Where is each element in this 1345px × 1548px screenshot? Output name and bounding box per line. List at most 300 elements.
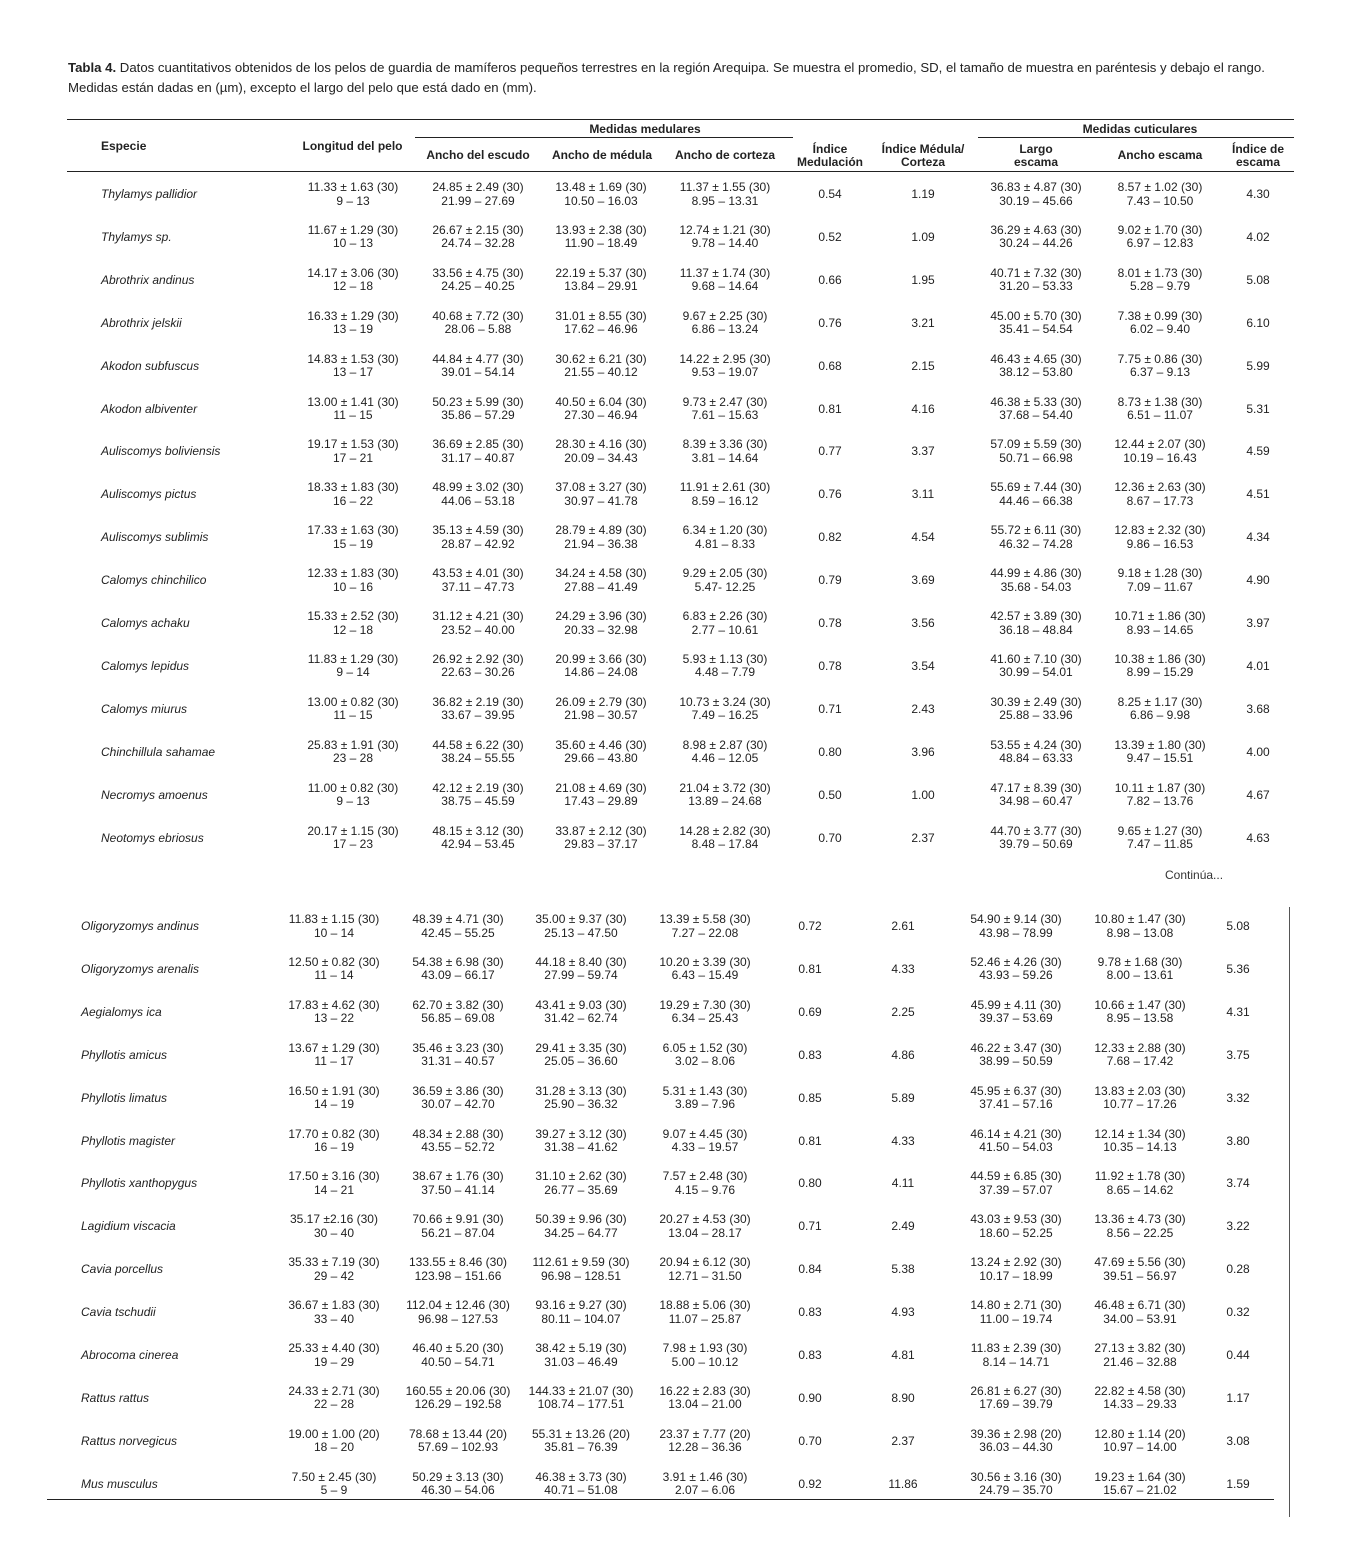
cell-range: 7.82 – 13.76 — [1126, 794, 1194, 809]
largo-escama-cell — [951, 1085, 1081, 1112]
cell-range: 10 – 16 — [332, 579, 374, 594]
cell-value: 0.52 — [818, 229, 842, 244]
cell-value: 38.42 ± 5.19 (30) — [535, 1341, 627, 1355]
cell-value: 20.17 ± 1.15 (30) — [307, 823, 399, 838]
cell-value: 44.84 ± 4.77 (30) — [432, 351, 524, 366]
cell-value: 16.50 ± 1.91 (30) — [288, 1083, 380, 1098]
cell-value: 50.23 ± 5.99 (30) — [432, 394, 524, 409]
indice-medula-corteza-cell — [858, 831, 988, 845]
species-name: Akodon subfuscus — [101, 358, 200, 373]
cell-value: 35.46 ± 3.23 (30) — [412, 1040, 504, 1055]
cell-range: 39.51 – 56.97 — [1103, 1268, 1177, 1283]
cell-value: 36.29 ± 4.63 (30) — [990, 222, 1082, 237]
cell-value: 6.10 — [1246, 315, 1270, 330]
cell-range: 24.79 – 35.70 — [979, 1483, 1053, 1498]
cell-range: 10.77 – 17.26 — [1103, 1097, 1177, 1112]
indice-medula-corteza-cell — [858, 487, 988, 501]
cell-value: 0.71 — [798, 1219, 822, 1234]
largo-escama-cell — [971, 782, 1101, 809]
cell-value: 8.25 ± 1.17 (30) — [1117, 694, 1203, 709]
cell-range: 8.59 – 16.12 — [691, 493, 759, 508]
ancho-medula-cell — [536, 739, 666, 766]
indice-escama-cell — [1173, 1477, 1303, 1491]
cell-value: 9.65 ± 1.27 (30) — [1117, 823, 1203, 838]
cell-value: 12.80 ± 1.14 (20) — [1094, 1426, 1186, 1441]
ancho-escudo-cell — [393, 1471, 523, 1498]
cell-range: 6.02 – 9.40 — [1129, 322, 1191, 337]
cell-range: 8.48 – 17.84 — [691, 837, 759, 851]
indice-medula-corteza-cell — [858, 788, 988, 802]
cell-value: 42.12 ± 2.19 (30) — [432, 780, 524, 795]
cell-value: 1.17 — [1226, 1390, 1250, 1405]
cell-value: 11.67 ± 1.29 (30) — [307, 222, 399, 237]
cell-range: 13.89 – 24.68 — [688, 794, 762, 809]
species-name: Auliscomys boliviensis — [101, 444, 221, 459]
indice-medula-corteza-cell — [838, 1348, 968, 1362]
cell-value: 16.22 ± 2.83 (30) — [659, 1383, 751, 1398]
cell-value: 11.33 ± 1.63 (30) — [307, 180, 399, 194]
species-name: Phyllotis amicus — [81, 1047, 168, 1062]
cell-value: 14.17 ± 3.06 (30) — [307, 265, 399, 280]
cell-value: 43.41 ± 9.03 (30) — [535, 997, 627, 1012]
cell-range: 37.41 – 57.16 — [979, 1097, 1053, 1112]
cell-value: 28.30 ± 4.16 (30) — [555, 437, 647, 452]
indice-escama-cell — [1193, 230, 1323, 244]
cell-value: 43.53 ± 4.01 (30) — [432, 566, 524, 581]
cell-range: 17.69 – 39.79 — [979, 1397, 1053, 1412]
cell-range: 7.49 – 16.25 — [691, 708, 759, 723]
largo-escama-cell — [971, 739, 1101, 766]
cell-range: 31.03 – 46.49 — [544, 1354, 618, 1369]
species-name: Auliscomys pictus — [101, 487, 197, 502]
indice-medula-corteza-cell — [858, 573, 988, 587]
cell-value: 3.11 — [911, 487, 935, 502]
cell-range: 19 – 29 — [313, 1354, 355, 1369]
cell-value: 12.83 ± 2.32 (30) — [1114, 523, 1206, 538]
cell-range: 30.07 – 42.70 — [421, 1097, 495, 1112]
ancho-escudo-cell — [413, 739, 543, 766]
cell-value: 0.69 — [798, 1004, 822, 1019]
cell-value: 19.29 ± 7.30 (30) — [659, 997, 751, 1012]
longitud-cell — [288, 224, 418, 251]
species-name: Rattus rattus — [81, 1390, 150, 1405]
cell-value: 0.78 — [818, 616, 842, 630]
cell-value: 8.39 ± 3.36 (30) — [682, 437, 768, 452]
cell-value: 62.70 ± 3.82 (30) — [412, 997, 504, 1012]
indice-medula-corteza-cell — [838, 1262, 968, 1276]
cell-range: 8.95 – 13.58 — [1106, 1011, 1174, 1026]
cell-value: 31.28 ± 3.13 (30) — [535, 1083, 627, 1098]
cell-range: 27.99 – 59.74 — [544, 968, 618, 983]
cell-range: 4.15 – 9.76 — [674, 1182, 736, 1197]
indice-medula-corteza-cell — [838, 1305, 968, 1319]
cell-range: 39.01 – 54.14 — [441, 365, 515, 380]
indice-medula-corteza-cell — [838, 1091, 968, 1105]
cell-value: 4.67 — [1246, 787, 1270, 802]
indice-escama-cell — [1193, 702, 1323, 716]
cell-value: 0.32 — [1226, 1305, 1250, 1320]
cell-value: 0.44 — [1226, 1348, 1250, 1362]
cell-range: 6.86 – 13.24 — [691, 322, 759, 337]
cell-range: 96.98 – 127.53 — [417, 1311, 499, 1326]
cell-value: 3.69 — [911, 573, 935, 588]
cell-value: 14.80 ± 2.71 (30) — [970, 1298, 1062, 1313]
cell-value: 3.68 — [1246, 701, 1270, 716]
species-name: Thylamys sp. — [101, 229, 172, 244]
cell-range: 14.33 – 29.33 — [1103, 1397, 1177, 1412]
cell-value: 10.73 ± 3.24 (30) — [679, 694, 771, 709]
cell-range: 9 – 13 — [336, 794, 370, 809]
cell-value: 44.99 ± 4.86 (30) — [990, 566, 1082, 581]
cell-value: 17.33 ± 1.63 (30) — [307, 523, 399, 538]
cell-value: 46.38 ± 3.73 (30) — [535, 1469, 627, 1484]
cell-value: 37.08 ± 3.27 (30) — [555, 480, 647, 495]
cell-value: 3.91 ± 1.46 (30) — [662, 1469, 748, 1484]
cell-range: 38.75 – 45.59 — [441, 794, 515, 809]
ancho-escudo-cell — [413, 267, 543, 294]
longitud-cell — [269, 1256, 399, 1283]
cell-value: 11.92 ± 1.78 (30) — [1094, 1169, 1186, 1184]
longitud-cell — [288, 825, 418, 852]
ancho-medula-cell — [536, 782, 666, 809]
cell-value: 39.27 ± 3.12 (30) — [535, 1126, 627, 1141]
ancho-escudo-cell — [393, 1299, 523, 1326]
indice-medula-corteza-cell — [838, 1477, 968, 1491]
cell-value: 55.69 ± 7.44 (30) — [990, 480, 1082, 495]
cell-range: 30 – 40 — [313, 1225, 355, 1240]
cell-value: 5.99 — [1246, 358, 1270, 373]
ancho-escudo-cell — [393, 1213, 523, 1240]
cell-range: 11 – 17 — [314, 1054, 354, 1069]
cell-value: 4.33 — [891, 1133, 915, 1148]
longitud-cell — [269, 1471, 399, 1498]
indice-escama-cell — [1173, 1262, 1303, 1276]
cell-range: 37.39 – 57.07 — [979, 1182, 1053, 1197]
cell-value: 0.83 — [798, 1348, 822, 1362]
cell-range: 26.77 – 35.69 — [544, 1182, 618, 1197]
cell-value: 9.29 ± 2.05 (30) — [682, 566, 768, 581]
cell-range: 10.19 – 16.43 — [1123, 450, 1197, 465]
cell-range: 11.07 – 25.87 — [668, 1311, 742, 1326]
cell-range: 38.99 – 50.59 — [979, 1054, 1053, 1069]
indice-escama-cell — [1193, 659, 1323, 673]
header-ancho-escama: Ancho escama — [1117, 148, 1203, 162]
cell-value: 2.61 — [891, 919, 915, 933]
cell-value: 7.75 ± 0.86 (30) — [1117, 351, 1203, 366]
cell-value: 2.37 — [891, 1433, 915, 1448]
cell-value: 9.18 ± 1.28 (30) — [1117, 566, 1203, 581]
ancho-escudo-cell — [393, 1256, 523, 1283]
ancho-escudo-cell — [413, 825, 543, 852]
cell-value: 4.11 — [891, 1176, 915, 1191]
longitud-cell — [269, 999, 399, 1026]
cell-value: 45.00 ± 5.70 (30) — [990, 308, 1082, 323]
cell-range: 5 – 9 — [320, 1483, 348, 1498]
cell-value: 3.22 — [1226, 1219, 1250, 1234]
cell-value: 31.10 ± 2.62 (30) — [535, 1169, 627, 1184]
cell-value: 17.83 ± 4.62 (30) — [288, 997, 380, 1012]
cell-range: 25.88 – 33.96 — [999, 708, 1073, 723]
cell-range: 34.98 – 60.47 — [999, 794, 1073, 809]
cell-range: 24.74 – 32.28 — [441, 236, 515, 251]
cell-value: 12.14 ± 1.34 (30) — [1094, 1126, 1186, 1141]
cell-range: 24.25 – 40.25 — [441, 279, 515, 294]
cell-range: 15.67 – 21.02 — [1103, 1483, 1177, 1498]
ancho-escudo-cell — [413, 481, 543, 508]
cell-range: 35.86 – 57.29 — [441, 408, 515, 422]
longitud-cell — [269, 1342, 399, 1369]
longitud-cell — [288, 567, 418, 594]
cell-value: 1.59 — [1226, 1476, 1250, 1491]
cell-range: 3.02 – 8.06 — [674, 1054, 736, 1069]
cell-value: 54.38 ± 6.98 (30) — [412, 954, 504, 969]
cell-value: 5.31 — [1246, 401, 1270, 416]
cell-value: 4.01 — [1246, 658, 1270, 673]
indice-escama-cell — [1173, 1219, 1303, 1233]
indice-escama-cell — [1193, 616, 1323, 630]
cell-range: 13 – 17 — [332, 365, 374, 380]
cell-value: 6.05 ± 1.52 (30) — [662, 1040, 748, 1055]
cell-range: 23 – 28 — [332, 751, 374, 766]
cell-value: 4.00 — [1246, 744, 1270, 759]
cell-range: 10.97 – 14.00 — [1103, 1440, 1177, 1455]
cell-value: 13.00 ± 0.82 (30) — [307, 694, 399, 709]
cell-value: 2.43 — [911, 701, 935, 716]
cell-value: 5.36 — [1226, 961, 1250, 976]
cell-range: 21.94 – 36.38 — [564, 536, 638, 551]
longitud-cell — [269, 1299, 399, 1326]
indice-escama-cell — [1173, 1176, 1303, 1190]
ancho-medula-cell — [536, 653, 666, 680]
cell-value: 11.83 ± 1.29 (30) — [307, 651, 399, 666]
cell-value: 9.02 ± 1.70 (30) — [1117, 222, 1203, 237]
cell-value: 11.83 ± 1.15 (30) — [288, 912, 380, 926]
longitud-cell — [288, 524, 418, 551]
cell-value: 50.29 ± 3.13 (30) — [412, 1469, 504, 1484]
header-longitud: Longitud del pelo — [302, 139, 403, 153]
cell-value: 10.66 ± 1.47 (30) — [1094, 997, 1186, 1012]
cell-range: 9 – 13 — [336, 193, 370, 208]
cell-range: 27.30 – 46.94 — [564, 408, 638, 422]
cell-value: 0.84 — [798, 1262, 822, 1277]
longitud-cell — [288, 610, 418, 637]
cell-range: 17 – 21 — [332, 450, 374, 465]
cell-value: 14.22 ± 2.95 (30) — [679, 351, 771, 366]
cell-value: 13.36 ± 4.73 (30) — [1094, 1212, 1186, 1227]
indice-medula-corteza-cell — [858, 359, 988, 373]
ancho-medula-cell — [536, 825, 666, 852]
cell-range: 30.19 – 45.66 — [999, 193, 1073, 208]
ancho-medula-cell — [516, 1385, 646, 1412]
longitud-cell — [288, 782, 418, 809]
ancho-medula-cell — [516, 1170, 646, 1197]
cell-range: 5.28 – 9.79 — [1129, 279, 1191, 294]
largo-escama-cell — [951, 1385, 1081, 1412]
cell-value: 30.56 ± 3.16 (30) — [970, 1469, 1062, 1484]
cell-value: 9.07 ± 4.45 (30) — [662, 1126, 748, 1141]
cell-range: 25.05 – 36.60 — [544, 1054, 618, 1069]
ancho-escudo-cell — [413, 224, 543, 251]
ancho-medula-cell — [536, 610, 666, 637]
longitud-cell — [269, 1428, 399, 1455]
cell-range: 7.27 – 22.08 — [671, 925, 739, 940]
cell-value: 1.09 — [911, 229, 935, 244]
cell-value: 55.31 ± 13.26 (20) — [532, 1426, 630, 1441]
cell-value: 4.31 — [1226, 1004, 1250, 1019]
cell-range: 38.24 – 55.55 — [441, 751, 515, 766]
cell-range: 29.66 – 43.80 — [564, 751, 638, 766]
species-name: Necromys amoenus — [101, 787, 208, 802]
ancho-medula-cell — [536, 224, 666, 251]
indice-medula-corteza-cell — [838, 1391, 968, 1405]
table-bottom-rule — [47, 1499, 1274, 1500]
cell-value: 46.48 ± 6.71 (30) — [1094, 1298, 1186, 1313]
indice-medula-corteza-cell — [838, 1434, 968, 1448]
cell-value: 11.86 — [888, 1476, 918, 1491]
cell-value: 2.25 — [891, 1004, 915, 1019]
cell-range: 43.09 – 66.17 — [421, 968, 495, 983]
species-name: Neotomys ebriosus — [101, 830, 204, 845]
cell-value: 0.80 — [798, 1176, 822, 1191]
ancho-medula-cell — [536, 353, 666, 380]
cell-value: 14.28 ± 2.82 (30) — [679, 823, 771, 838]
cell-range: 21.98 – 30.57 — [564, 708, 638, 723]
ancho-medula-cell — [516, 1342, 646, 1369]
cell-range: 14 – 19 — [313, 1097, 355, 1112]
largo-escama-cell — [951, 1042, 1081, 1069]
cell-value: 3.96 — [911, 744, 935, 759]
cell-range: 6.97 – 12.83 — [1126, 236, 1194, 251]
cell-range: 30.99 – 54.01 — [999, 665, 1073, 680]
cell-value: 46.43 ± 4.65 (30) — [990, 351, 1082, 366]
ancho-medula-cell — [536, 524, 666, 551]
cell-value: 48.34 ± 2.88 (30) — [412, 1126, 504, 1141]
cell-range: 25.90 – 36.32 — [544, 1097, 618, 1112]
cell-value: 21.08 ± 4.69 (30) — [555, 780, 647, 795]
indice-medula-corteza-cell — [858, 745, 988, 759]
cell-range: 11.00 – 19.74 — [979, 1311, 1053, 1326]
cell-value: 70.66 ± 9.91 (30) — [412, 1212, 504, 1227]
cell-value: 8.90 — [891, 1390, 915, 1405]
indice-escama-cell — [1193, 831, 1323, 845]
cell-value: 160.55 ± 20.06 (30) — [405, 1383, 511, 1398]
largo-escama-cell — [971, 653, 1101, 680]
species-name: Abrothrix jelskii — [101, 315, 182, 330]
cell-range: 8.95 – 13.31 — [691, 193, 759, 208]
cell-range: 20.09 – 34.43 — [564, 450, 638, 465]
ancho-medula-cell — [516, 1213, 646, 1240]
cell-range: 8.98 – 13.08 — [1106, 925, 1174, 940]
cell-value: 11.37 ± 1.55 (30) — [679, 180, 771, 194]
largo-escama-cell — [971, 396, 1101, 423]
ancho-medula-cell — [536, 481, 666, 508]
cell-value: 17.70 ± 0.82 (30) — [288, 1126, 380, 1141]
cell-range: 56.85 – 69.08 — [421, 1011, 495, 1026]
cell-value: 1.95 — [911, 272, 935, 287]
header-ancho-escudo: Ancho del escudo — [426, 148, 530, 162]
cell-value: 40.50 ± 6.04 (30) — [555, 394, 647, 409]
cell-value: 41.60 ± 7.10 (30) — [990, 651, 1082, 666]
cell-value: 144.33 ± 21.07 (30) — [528, 1383, 634, 1398]
indice-medula-corteza-cell — [838, 1219, 968, 1233]
cell-value: 78.68 ± 13.44 (20) — [409, 1426, 507, 1441]
cell-value: 0.70 — [818, 830, 842, 845]
header-indice-escama: Índice de escama — [1231, 142, 1284, 169]
largo-escama-cell — [971, 438, 1101, 465]
longitud-cell — [269, 956, 399, 983]
species-name: Calomys miurus — [101, 701, 188, 716]
cell-range: 56.21 – 87.04 — [421, 1225, 495, 1240]
species-name: Mus musculus — [81, 1476, 158, 1491]
ancho-medula-cell — [516, 999, 646, 1026]
ancho-medula-cell — [516, 956, 646, 983]
cell-value: 10.38 ± 1.86 (30) — [1114, 651, 1206, 666]
cell-value: 45.99 ± 4.11 (30) — [970, 997, 1062, 1012]
cell-range: 28.87 – 42.92 — [441, 536, 515, 551]
cell-range: 41.50 – 54.03 — [979, 1140, 1053, 1154]
ancho-escudo-cell — [393, 913, 523, 940]
indice-escama-cell — [1193, 187, 1323, 201]
ancho-medula-cell — [516, 1128, 646, 1155]
cell-range: 48.84 – 63.33 — [999, 751, 1073, 766]
header-group-medular: Medidas medulares — [589, 122, 701, 136]
cell-value: 50.39 ± 9.96 (30) — [535, 1212, 627, 1227]
cell-value: 9.73 ± 2.47 (30) — [682, 394, 768, 409]
cell-range: 8.56 – 22.25 — [1106, 1225, 1174, 1240]
cell-value: 11.83 ± 2.39 (30) — [970, 1341, 1062, 1355]
cell-value: 0.80 — [818, 744, 842, 759]
cell-value: 0.78 — [818, 658, 842, 673]
ancho-medula-cell — [516, 1428, 646, 1455]
cell-value: 46.14 ± 4.21 (30) — [970, 1126, 1062, 1141]
cell-value: 11.00 ± 0.82 (30) — [307, 780, 399, 795]
cell-range: 10 – 13 — [332, 236, 374, 251]
cell-value: 4.59 — [1246, 444, 1270, 459]
cell-value: 11.91 ± 2.61 (30) — [679, 480, 771, 495]
cell-value: 5.31 ± 1.43 (30) — [662, 1083, 748, 1098]
cell-range: 29 – 42 — [313, 1268, 355, 1283]
cell-value: 13.39 ± 5.58 (30) — [659, 912, 751, 926]
species-name: Cavia tschudii — [81, 1305, 156, 1320]
cell-value: 5.38 — [891, 1262, 915, 1277]
table-caption — [68, 58, 1308, 98]
cell-range: 16 – 22 — [332, 493, 374, 508]
cell-range: 38.12 – 53.80 — [999, 365, 1073, 380]
cell-value: 54.90 ± 9.14 (30) — [970, 912, 1062, 926]
largo-escama-cell — [971, 610, 1101, 637]
cell-range: 4.33 – 19.57 — [671, 1140, 739, 1154]
cell-value: 4.90 — [1246, 573, 1270, 588]
cell-range: 6.86 – 9.98 — [1129, 708, 1191, 723]
cell-value: 48.39 ± 4.71 (30) — [412, 912, 504, 926]
cell-range: 4.46 – 12.05 — [691, 751, 759, 766]
cell-value: 31.01 ± 8.55 (30) — [555, 308, 647, 323]
header-bottom-rule — [67, 171, 1294, 172]
largo-escama-cell — [971, 481, 1101, 508]
cell-range: 35.81 – 76.39 — [544, 1440, 618, 1455]
header-ancho-corteza: Ancho de corteza — [674, 148, 776, 162]
cell-range: 10.17 – 18.99 — [979, 1268, 1053, 1283]
cell-range: 20.33 – 32.98 — [564, 622, 638, 637]
cell-value: 4.16 — [911, 401, 935, 416]
longitud-cell — [288, 396, 418, 423]
cell-value: 36.59 ± 3.86 (30) — [412, 1083, 504, 1098]
cell-range: 5.00 – 10.12 — [671, 1354, 739, 1369]
ancho-medula-cell — [516, 1256, 646, 1283]
cell-value: 40.71 ± 7.32 (30) — [990, 265, 1082, 280]
cell-range: 17 – 23 — [332, 837, 374, 851]
indice-medula-corteza-cell — [838, 962, 968, 976]
